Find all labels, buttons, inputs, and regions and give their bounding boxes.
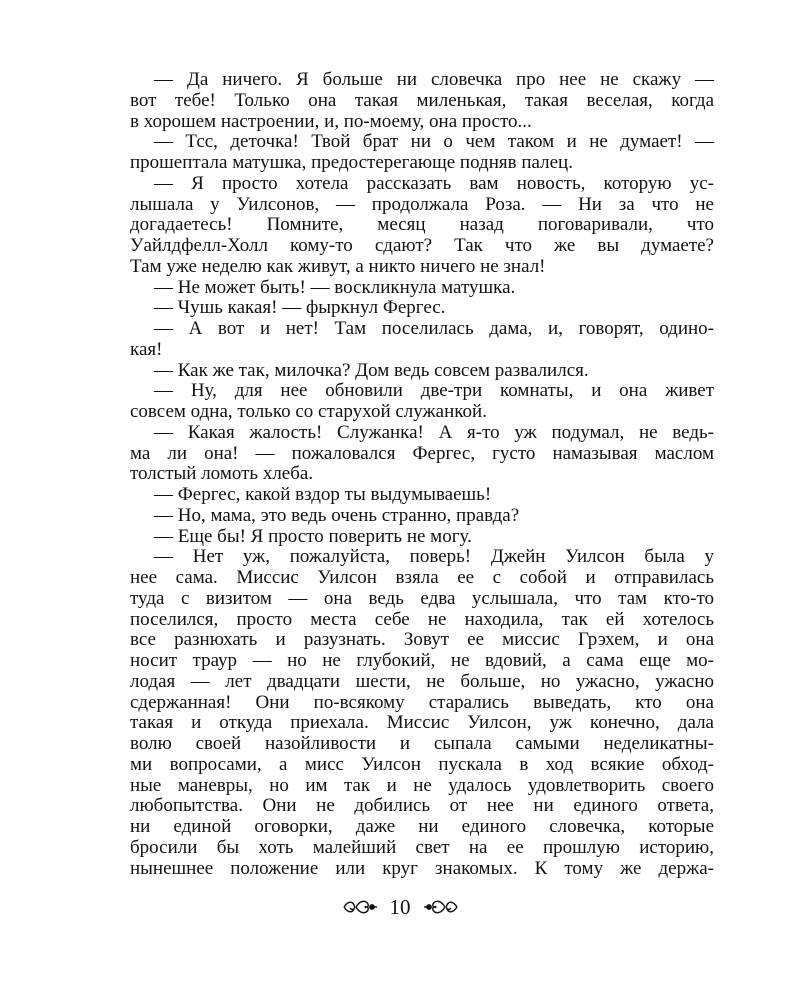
text-line: — Да ничего. Я больше ни словечка про нее не скажу — xyxy=(154,69,714,90)
page-footer xyxy=(0,893,800,921)
text-line: — Нет уж, пожалуйста, поверь! Джейн Уилсон была у xyxy=(154,546,714,568)
text-line: поселился, просто места себе не находила, так ей хотелось xyxy=(130,608,714,630)
right-ornament-icon xyxy=(423,897,459,917)
text-line: совсем одна, только со старухой служанкой. xyxy=(130,401,487,422)
text-line: — Фергес, какой вздор ты выдумываешь! xyxy=(154,484,492,505)
text-line: в хорошем настроении, и, по-моему, она просто... xyxy=(130,110,532,132)
left-ornament-icon xyxy=(342,897,378,917)
text-line: лышала у Уилсонов, — продолжала Роза. — Ни за что не xyxy=(130,193,714,215)
page-body xyxy=(130,70,714,879)
text-line: любопытства. Они не добились от нее ни единого ответа, xyxy=(130,795,714,817)
text-line: — А вот и нет! Там поселилась дама, и, говорят, одино- xyxy=(154,318,714,339)
text-line: носит траур — но не глубокий, не вдовий, а сама еще мо- xyxy=(130,650,714,671)
text-line: нынешнее положение или круг знакомых. К тому же держа- xyxy=(130,857,714,879)
text-line: Там уже неделю как живут, а никто ничего не знал! xyxy=(130,255,546,277)
text-line: — Чушь какая! — фыркнул Фергес. xyxy=(154,297,446,319)
page-number: 10 xyxy=(389,895,411,919)
text-line: — Не может быть! — воскликнула матушка. xyxy=(154,276,516,298)
text-line: туда с визитом — она ведь едва услышала, что там кто-то xyxy=(130,587,714,609)
text-line: вот тебе! Только она такая миленькая, такая веселая, когда xyxy=(130,89,714,111)
text-line: — Но, мама, это ведь очень странно, правда? xyxy=(154,504,520,526)
text-line: сдержанная! Они по-всякому старались выведать, кто она xyxy=(130,691,714,713)
text-line: — Какая жалость! Служанка! А я-то уж подумал, не ведь- xyxy=(154,421,714,443)
text-line: догадаетесь! Помните, месяц назад поговаривали, что xyxy=(130,214,714,236)
text-line: бросили бы хоть малейший свет на ее прошлую историю, xyxy=(130,836,714,858)
text-line: ные маневры, но им так и не удалось удовлетворить своего xyxy=(130,774,714,796)
text-line: — Ну, для нее обновили две-три комнаты, и она живет xyxy=(154,380,714,402)
text-line: кая! xyxy=(130,338,163,360)
text-line: — Я просто хотела рассказать вам новость, которую ус- xyxy=(154,172,714,194)
text-line: все разнюхать и разузнать. Зовут ее миссис Грэхем, и она xyxy=(130,629,714,651)
text-line: такая и откуда приехала. Миссис Уилсон, уж конечно, дала xyxy=(130,712,714,734)
text-line: — Еще бы! Я просто поверить не могу. xyxy=(154,525,472,547)
text-line: нее сама. Миссис Уилсон взяла ее с собой и отправилась xyxy=(130,567,714,588)
text-line: волю своей назойливости и сыпала самыми неделикатны- xyxy=(130,733,714,754)
text-line: Уайлдфелл-Холл кому-то сдают? Так что же вы думаете? xyxy=(130,235,714,256)
text-line: — Тсс, деточка! Твой брат ни о чем таком и не думает! — xyxy=(154,131,714,153)
text-line: ми вопросами, а мисс Уилсон пускала в ход всякие обход- xyxy=(130,753,714,775)
text-line: прошептала матушка, предостерегающе подняв палец. xyxy=(130,152,573,173)
text-line: толстый ломоть хлеба. xyxy=(130,463,314,485)
text-line: — Как же так, милочка? Дом ведь совсем развалился. xyxy=(154,359,589,381)
text-line: ма ли она! — пожаловался Фергес, густо намазывая маслом xyxy=(130,442,714,464)
text-line: лодая — лет двадцати шести, не больше, но ужасно, ужасно xyxy=(130,670,714,692)
text-line: ни единой оговорки, даже ни единого словечка, которые xyxy=(130,816,714,837)
